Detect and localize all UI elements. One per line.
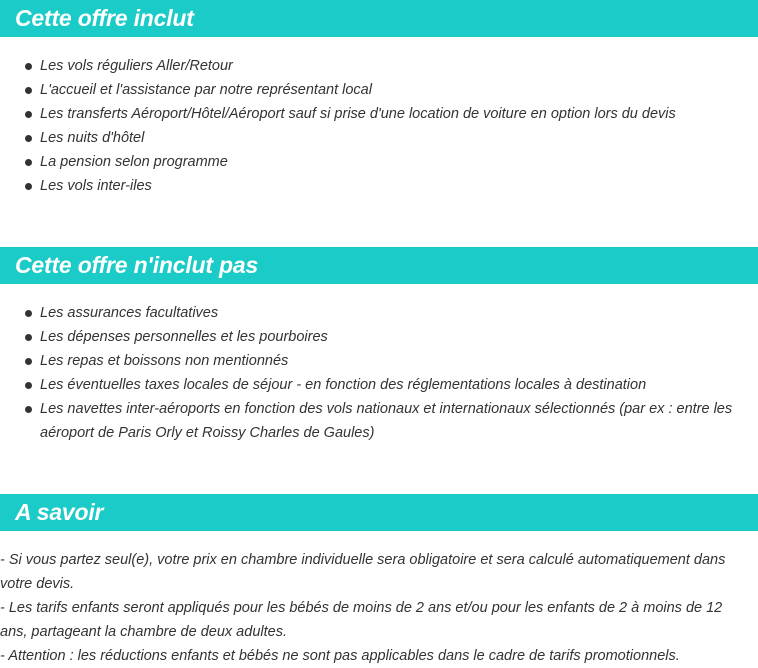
excluded-heading: Cette offre n'inclut pas (0, 247, 758, 284)
list-item: Les assurances facultatives (0, 301, 758, 325)
bullet-icon (25, 87, 32, 94)
list-item: La pension selon programme (0, 150, 758, 174)
list-item: Les repas et boissons non mentionnés (0, 349, 758, 373)
bullet-icon (25, 406, 32, 413)
info-note: - Les tarifs enfants seront appliqués pour les bébés de moins de 2 ans et/ou pour les enfants de 2 à moins de 12 ans, partageant la chambre de deux adultes. (0, 600, 723, 640)
info-heading: A savoir (0, 494, 758, 531)
bullet-icon (25, 111, 32, 118)
info-note: - Attention : les réductions enfants et bébés ne sont pas applicables dans le cadre de tarifs promotionnels. (0, 648, 680, 664)
bullet-icon (25, 183, 32, 190)
list-item: Les vols inter-iles (0, 174, 758, 198)
info-notes (0, 548, 758, 668)
included-list (0, 54, 758, 198)
list-item: Les éventuelles taxes locales de séjour - en fonction des réglementations locales à destination (0, 373, 758, 397)
bullet-icon (25, 310, 32, 317)
excluded-list (0, 301, 758, 445)
included-heading: Cette offre inclut (0, 0, 758, 37)
bullet-icon (25, 358, 32, 365)
included-section (0, 0, 758, 198)
list-item: L'accueil et l'assistance par notre représentant local (0, 78, 758, 102)
info-note: - Si vous partez seul(e), votre prix en chambre individuelle sera obligatoire et sera calculé automatiquement dans votre devis. (0, 552, 726, 592)
info-section (0, 494, 758, 668)
bullet-icon (25, 63, 32, 70)
list-item: Les vols réguliers Aller/Retour (0, 54, 758, 78)
list-item: Les transferts Aéroport/Hôtel/Aéroport sauf si prise d'une location de voiture en option lors du devis (0, 102, 758, 126)
bullet-icon (25, 382, 32, 389)
bullet-icon (25, 159, 32, 166)
bullet-icon (25, 135, 32, 142)
list-item: Les dépenses personnelles et les pourboires (0, 325, 758, 349)
list-item: Les navettes inter-aéroports en fonction des vols nationaux et internationaux sélectionnés (par ex : entre les aéroport de Paris Orly et Roissy Charles de Gaules) (0, 397, 758, 445)
excluded-section (0, 247, 758, 445)
bullet-icon (25, 334, 32, 341)
list-item: Les nuits d'hôtel (0, 126, 758, 150)
